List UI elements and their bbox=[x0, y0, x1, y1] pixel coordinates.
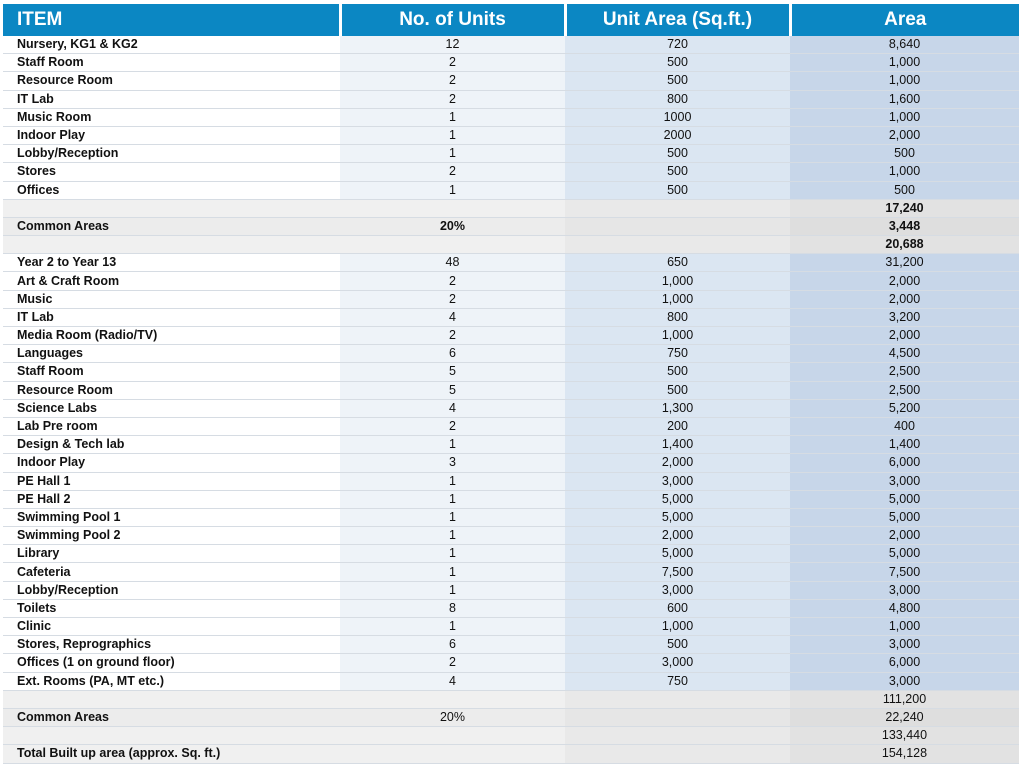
cell-unit-area: 3,000 bbox=[565, 581, 790, 599]
cell-item: Art & Craft Room bbox=[3, 272, 340, 290]
cell-unit-area: 500 bbox=[565, 381, 790, 399]
header-units: No. of Units bbox=[340, 4, 565, 36]
cell-item: Total Built up area (approx. Sq. ft.) bbox=[3, 745, 340, 763]
cell-units: 1 bbox=[340, 545, 565, 563]
cell-unit-area: 3,000 bbox=[565, 472, 790, 490]
cell-item bbox=[3, 199, 340, 217]
cell-units bbox=[340, 236, 565, 254]
cell-area: 111,200 bbox=[790, 690, 1019, 708]
cell-units bbox=[340, 690, 565, 708]
cell-item bbox=[3, 690, 340, 708]
cell-item: Stores, Reprographics bbox=[3, 636, 340, 654]
cell-area: 1,000 bbox=[790, 618, 1019, 636]
cell-unit-area bbox=[565, 217, 790, 235]
cell-units: 2 bbox=[340, 90, 565, 108]
cell-item: IT Lab bbox=[3, 308, 340, 326]
cell-units: 1 bbox=[340, 436, 565, 454]
table-row bbox=[3, 163, 1019, 181]
cell-units: 5 bbox=[340, 363, 565, 381]
table-row bbox=[3, 272, 1019, 290]
cell-unit-area: 600 bbox=[565, 599, 790, 617]
cell-item: Common Areas bbox=[3, 217, 340, 235]
cell-item: Staff Room bbox=[3, 54, 340, 72]
cell-item: Staff Room bbox=[3, 363, 340, 381]
cell-area: 2,000 bbox=[790, 527, 1019, 545]
cell-area: 5,200 bbox=[790, 399, 1019, 417]
cell-item bbox=[3, 236, 340, 254]
cell-item bbox=[3, 727, 340, 745]
cell-area: 22,240 bbox=[790, 708, 1019, 726]
cell-area: 5,000 bbox=[790, 545, 1019, 563]
cell-units: 4 bbox=[340, 308, 565, 326]
cell-item: Ext. Rooms (PA, MT etc.) bbox=[3, 672, 340, 690]
cell-area: 2,000 bbox=[790, 126, 1019, 144]
table-row bbox=[3, 90, 1019, 108]
cell-unit-area: 2,000 bbox=[565, 454, 790, 472]
cell-area: 31,200 bbox=[790, 254, 1019, 272]
cell-unit-area: 500 bbox=[565, 54, 790, 72]
cell-area: 3,200 bbox=[790, 308, 1019, 326]
cell-unit-area: 1,300 bbox=[565, 399, 790, 417]
cell-unit-area: 1,000 bbox=[565, 272, 790, 290]
table-row bbox=[3, 727, 1019, 745]
cell-units: 1 bbox=[340, 108, 565, 126]
cell-unit-area: 3,000 bbox=[565, 654, 790, 672]
cell-unit-area: 2,000 bbox=[565, 527, 790, 545]
cell-item: IT Lab bbox=[3, 90, 340, 108]
cell-area: 1,000 bbox=[790, 54, 1019, 72]
cell-area: 4,500 bbox=[790, 345, 1019, 363]
header-unit-area: Unit Area (Sq.ft.) bbox=[565, 4, 790, 36]
cell-units: 4 bbox=[340, 399, 565, 417]
cell-area: 6,000 bbox=[790, 654, 1019, 672]
cell-units: 6 bbox=[340, 345, 565, 363]
cell-units: 1 bbox=[340, 508, 565, 526]
table-row bbox=[3, 327, 1019, 345]
cell-area: 3,000 bbox=[790, 672, 1019, 690]
cell-unit-area: 1,400 bbox=[565, 436, 790, 454]
table-row bbox=[3, 527, 1019, 545]
cell-area: 2,500 bbox=[790, 363, 1019, 381]
cell-area: 1,600 bbox=[790, 90, 1019, 108]
cell-units: 6 bbox=[340, 636, 565, 654]
cell-units: 5 bbox=[340, 381, 565, 399]
cell-area: 400 bbox=[790, 417, 1019, 435]
cell-unit-area: 650 bbox=[565, 254, 790, 272]
cell-item: Stores bbox=[3, 163, 340, 181]
cell-units: 1 bbox=[340, 490, 565, 508]
cell-item: Resource Room bbox=[3, 381, 340, 399]
cell-units bbox=[340, 199, 565, 217]
table-row bbox=[3, 145, 1019, 163]
cell-units: 8 bbox=[340, 599, 565, 617]
cell-area: 1,000 bbox=[790, 108, 1019, 126]
cell-area: 1,000 bbox=[790, 72, 1019, 90]
cell-area: 500 bbox=[790, 181, 1019, 199]
table-row bbox=[3, 72, 1019, 90]
cell-area: 500 bbox=[790, 145, 1019, 163]
cell-units: 1 bbox=[340, 527, 565, 545]
cell-item: Lab Pre room bbox=[3, 417, 340, 435]
table-row bbox=[3, 36, 1019, 54]
table-row bbox=[3, 690, 1019, 708]
cell-item: Cafeteria bbox=[3, 563, 340, 581]
cell-area: 20,688 bbox=[790, 236, 1019, 254]
cell-units bbox=[340, 727, 565, 745]
cell-units: 1 bbox=[340, 618, 565, 636]
table-header bbox=[3, 4, 1019, 36]
table-row bbox=[3, 54, 1019, 72]
table-row bbox=[3, 454, 1019, 472]
cell-item: Lobby/Reception bbox=[3, 581, 340, 599]
cell-unit-area bbox=[565, 690, 790, 708]
table-row bbox=[3, 745, 1019, 763]
cell-units: 1 bbox=[340, 145, 565, 163]
cell-unit-area: 800 bbox=[565, 308, 790, 326]
cell-area: 2,000 bbox=[790, 272, 1019, 290]
cell-item: Languages bbox=[3, 345, 340, 363]
cell-item: Indoor Play bbox=[3, 454, 340, 472]
cell-units: 48 bbox=[340, 254, 565, 272]
header-area: Area bbox=[790, 4, 1019, 36]
cell-item: Common Areas bbox=[3, 708, 340, 726]
cell-item: Indoor Play bbox=[3, 126, 340, 144]
cell-area: 6,000 bbox=[790, 454, 1019, 472]
table-row bbox=[3, 508, 1019, 526]
table-row bbox=[3, 636, 1019, 654]
cell-unit-area bbox=[565, 727, 790, 745]
cell-unit-area bbox=[565, 708, 790, 726]
cell-area: 4,800 bbox=[790, 599, 1019, 617]
table-row bbox=[3, 345, 1019, 363]
cell-unit-area: 1,000 bbox=[565, 290, 790, 308]
table-row bbox=[3, 490, 1019, 508]
cell-unit-area bbox=[565, 199, 790, 217]
cell-units: 2 bbox=[340, 417, 565, 435]
cell-units: 3 bbox=[340, 454, 565, 472]
cell-area: 17,240 bbox=[790, 199, 1019, 217]
cell-area: 3,448 bbox=[790, 217, 1019, 235]
header-item: ITEM bbox=[3, 4, 340, 36]
cell-units: 20% bbox=[340, 708, 565, 726]
cell-unit-area: 5,000 bbox=[565, 490, 790, 508]
table-row bbox=[3, 618, 1019, 636]
cell-area: 1,000 bbox=[790, 163, 1019, 181]
cell-item: Resource Room bbox=[3, 72, 340, 90]
cell-area: 3,000 bbox=[790, 636, 1019, 654]
cell-item: Design & Tech lab bbox=[3, 436, 340, 454]
table-row bbox=[3, 399, 1019, 417]
cell-units: 2 bbox=[340, 654, 565, 672]
cell-item: Toilets bbox=[3, 599, 340, 617]
cell-unit-area: 750 bbox=[565, 345, 790, 363]
cell-item: Media Room (Radio/TV) bbox=[3, 327, 340, 345]
table-row bbox=[3, 217, 1019, 235]
cell-units bbox=[340, 745, 565, 763]
cell-units: 2 bbox=[340, 72, 565, 90]
table-row bbox=[3, 126, 1019, 144]
cell-item: Nursery, KG1 & KG2 bbox=[3, 36, 340, 54]
cell-item: Music Room bbox=[3, 108, 340, 126]
cell-item: Swimming Pool 1 bbox=[3, 508, 340, 526]
header-row bbox=[3, 4, 1019, 36]
cell-item: Science Labs bbox=[3, 399, 340, 417]
table-row bbox=[3, 199, 1019, 217]
cell-units: 1 bbox=[340, 563, 565, 581]
cell-units: 1 bbox=[340, 181, 565, 199]
table-row bbox=[3, 381, 1019, 399]
cell-unit-area: 1,000 bbox=[565, 618, 790, 636]
cell-units: 20% bbox=[340, 217, 565, 235]
cell-units: 2 bbox=[340, 54, 565, 72]
cell-area: 2,000 bbox=[790, 290, 1019, 308]
table-row bbox=[3, 254, 1019, 272]
cell-area: 1,400 bbox=[790, 436, 1019, 454]
cell-area: 133,440 bbox=[790, 727, 1019, 745]
cell-unit-area: 1,000 bbox=[565, 327, 790, 345]
cell-area: 3,000 bbox=[790, 581, 1019, 599]
table-row bbox=[3, 417, 1019, 435]
cell-unit-area: 500 bbox=[565, 145, 790, 163]
cell-area: 5,000 bbox=[790, 508, 1019, 526]
table-row bbox=[3, 599, 1019, 617]
table-row bbox=[3, 436, 1019, 454]
cell-item: Lobby/Reception bbox=[3, 145, 340, 163]
table-row bbox=[3, 581, 1019, 599]
cell-item: PE Hall 1 bbox=[3, 472, 340, 490]
cell-item: Clinic bbox=[3, 618, 340, 636]
cell-units: 2 bbox=[340, 272, 565, 290]
cell-area: 8,640 bbox=[790, 36, 1019, 54]
table-body bbox=[3, 36, 1019, 763]
cell-area: 2,000 bbox=[790, 327, 1019, 345]
table-row bbox=[3, 290, 1019, 308]
cell-item: Offices bbox=[3, 181, 340, 199]
cell-item: Music bbox=[3, 290, 340, 308]
table-row bbox=[3, 363, 1019, 381]
table-row bbox=[3, 308, 1019, 326]
cell-unit-area: 500 bbox=[565, 72, 790, 90]
table-row bbox=[3, 181, 1019, 199]
cell-unit-area: 2000 bbox=[565, 126, 790, 144]
cell-area: 7,500 bbox=[790, 563, 1019, 581]
table-row bbox=[3, 708, 1019, 726]
cell-item: Swimming Pool 2 bbox=[3, 527, 340, 545]
cell-area: 5,000 bbox=[790, 490, 1019, 508]
table-row bbox=[3, 108, 1019, 126]
cell-unit-area: 720 bbox=[565, 36, 790, 54]
cell-unit-area: 500 bbox=[565, 636, 790, 654]
table-row bbox=[3, 672, 1019, 690]
cell-units: 4 bbox=[340, 672, 565, 690]
cell-unit-area: 500 bbox=[565, 163, 790, 181]
cell-units: 12 bbox=[340, 36, 565, 54]
cell-unit-area: 800 bbox=[565, 90, 790, 108]
cell-unit-area: 750 bbox=[565, 672, 790, 690]
cell-unit-area: 5,000 bbox=[565, 508, 790, 526]
cell-units: 2 bbox=[340, 290, 565, 308]
cell-units: 2 bbox=[340, 163, 565, 181]
area-schedule-table bbox=[3, 4, 1019, 764]
cell-area: 154,128 bbox=[790, 745, 1019, 763]
cell-unit-area: 500 bbox=[565, 181, 790, 199]
cell-unit-area bbox=[565, 236, 790, 254]
table-row bbox=[3, 654, 1019, 672]
cell-units: 1 bbox=[340, 472, 565, 490]
cell-unit-area: 7,500 bbox=[565, 563, 790, 581]
cell-unit-area: 500 bbox=[565, 363, 790, 381]
cell-unit-area: 5,000 bbox=[565, 545, 790, 563]
cell-units: 1 bbox=[340, 581, 565, 599]
table-row bbox=[3, 545, 1019, 563]
cell-units: 2 bbox=[340, 327, 565, 345]
cell-unit-area: 200 bbox=[565, 417, 790, 435]
cell-area: 2,500 bbox=[790, 381, 1019, 399]
cell-item: PE Hall 2 bbox=[3, 490, 340, 508]
table-row bbox=[3, 563, 1019, 581]
table-row bbox=[3, 236, 1019, 254]
cell-unit-area bbox=[565, 745, 790, 763]
cell-item: Offices (1 on ground floor) bbox=[3, 654, 340, 672]
table-row bbox=[3, 472, 1019, 490]
cell-units: 1 bbox=[340, 126, 565, 144]
cell-item: Year 2 to Year 13 bbox=[3, 254, 340, 272]
cell-area: 3,000 bbox=[790, 472, 1019, 490]
cell-unit-area: 1000 bbox=[565, 108, 790, 126]
cell-item: Library bbox=[3, 545, 340, 563]
